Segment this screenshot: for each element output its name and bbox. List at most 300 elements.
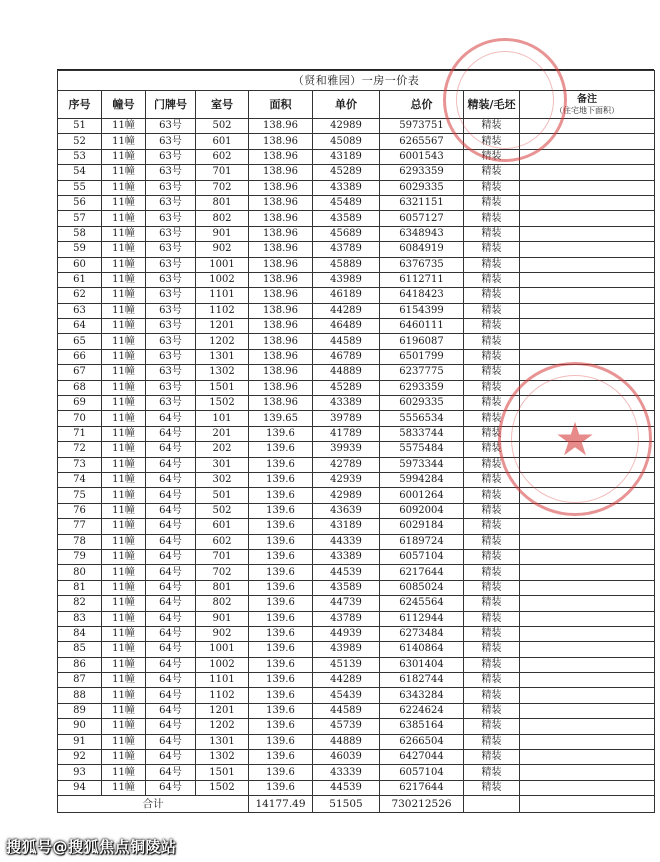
cell-door: 63号: [146, 195, 196, 210]
table-row: [58, 549, 655, 564]
cell-finish: 精装: [464, 580, 520, 595]
table-row: [58, 565, 655, 580]
cell-total-price: 6057104: [380, 765, 464, 780]
cell-note: [520, 242, 655, 257]
cell-area: 139.6: [249, 596, 313, 611]
table-row: [58, 349, 655, 364]
cell-building: 11幢: [102, 226, 146, 241]
cell-door: 63号: [146, 149, 196, 164]
cell-seq: 72: [58, 442, 102, 457]
cell-seq: 64: [58, 319, 102, 334]
cell-unit-price: 42989: [313, 119, 380, 134]
cell-area: 138.96: [249, 334, 313, 349]
cell-building: 11幢: [102, 426, 146, 441]
table-row: [58, 703, 655, 718]
cell-area: 138.96: [249, 195, 313, 210]
cell-room: 502: [196, 119, 249, 134]
cell-area: 138.96: [249, 272, 313, 287]
cell-door: 64号: [146, 519, 196, 534]
table-row: [58, 673, 655, 688]
cell-unit-price: 45739: [313, 719, 380, 734]
cell-unit-price: 43189: [313, 519, 380, 534]
cell-total-price: 6057127: [380, 211, 464, 226]
cell-total-price: 6348943: [380, 226, 464, 241]
cell-building: 11幢: [102, 626, 146, 641]
cell-seq: 77: [58, 519, 102, 534]
cell-building: 11幢: [102, 180, 146, 195]
cell-room: 902: [196, 626, 249, 641]
cell-total-price: 6029184: [380, 519, 464, 534]
cell-building: 11幢: [102, 703, 146, 718]
cell-area: 138.96: [249, 180, 313, 195]
cell-total-price: 5973751: [380, 119, 464, 134]
table-row: [58, 226, 655, 241]
cell-area: 139.6: [249, 626, 313, 641]
cell-area: 139.6: [249, 426, 313, 441]
table-row: [58, 626, 655, 641]
cell-door: 63号: [146, 165, 196, 180]
price-table: [57, 70, 655, 813]
cell-total-price: 6196087: [380, 334, 464, 349]
cell-unit-price: 39789: [313, 411, 380, 426]
cell-door: 63号: [146, 272, 196, 287]
table-row: [58, 519, 655, 534]
header-door: 门牌号: [146, 91, 196, 119]
cell-building: 11幢: [102, 780, 146, 795]
total-unit-price: 51505: [313, 796, 380, 813]
cell-door: 64号: [146, 580, 196, 595]
cell-unit-price: 44739: [313, 596, 380, 611]
cell-finish: 精装: [464, 442, 520, 457]
cell-building: 11幢: [102, 319, 146, 334]
cell-note: [520, 457, 655, 472]
cell-room: 701: [196, 165, 249, 180]
cell-note: [520, 180, 655, 195]
cell-building: 11幢: [102, 765, 146, 780]
cell-total-price: 6266504: [380, 734, 464, 749]
cell-unit-price: 45139: [313, 657, 380, 672]
cell-total-price: 6301404: [380, 657, 464, 672]
cell-total-price: 6245564: [380, 596, 464, 611]
cell-area: 139.6: [249, 688, 313, 703]
cell-finish: 精装: [464, 765, 520, 780]
cell-note: [520, 257, 655, 272]
cell-seq: 76: [58, 503, 102, 518]
cell-seq: 75: [58, 488, 102, 503]
cell-seq: 71: [58, 426, 102, 441]
cell-door: 63号: [146, 303, 196, 318]
table-row: [58, 334, 655, 349]
table-row: [58, 380, 655, 395]
cell-note: [520, 626, 655, 641]
total-label: 合计: [58, 796, 249, 813]
cell-area: 138.96: [249, 380, 313, 395]
cell-note: [520, 380, 655, 395]
cell-finish: 精装: [464, 657, 520, 672]
cell-unit-price: 45689: [313, 226, 380, 241]
cell-seq: 68: [58, 380, 102, 395]
table-row: [58, 319, 655, 334]
cell-finish: 精装: [464, 288, 520, 303]
cell-total-price: 6273484: [380, 626, 464, 641]
cell-building: 11幢: [102, 673, 146, 688]
cell-building: 11幢: [102, 242, 146, 257]
cell-building: 11幢: [102, 750, 146, 765]
cell-building: 11幢: [102, 596, 146, 611]
table-row: [58, 488, 655, 503]
cell-room: 1302: [196, 750, 249, 765]
cell-door: 64号: [146, 472, 196, 487]
cell-finish: 精装: [464, 396, 520, 411]
cell-room: 1301: [196, 349, 249, 364]
cell-unit-price: 46489: [313, 319, 380, 334]
cell-note: [520, 488, 655, 503]
cell-room: 1002: [196, 657, 249, 672]
header-note: [520, 91, 655, 119]
cell-seq: 66: [58, 349, 102, 364]
cell-seq: 73: [58, 457, 102, 472]
cell-unit-price: 45289: [313, 165, 380, 180]
cell-room: 602: [196, 149, 249, 164]
cell-door: 64号: [146, 673, 196, 688]
cell-room: 702: [196, 180, 249, 195]
cell-seq: 57: [58, 211, 102, 226]
cell-finish: 精装: [464, 195, 520, 210]
cell-area: 138.96: [249, 119, 313, 134]
total-area: 14177.49: [249, 796, 313, 813]
cell-note: [520, 657, 655, 672]
cell-area: 139.6: [249, 719, 313, 734]
table-row: [58, 688, 655, 703]
table-row: [58, 195, 655, 210]
cell-finish: 精装: [464, 734, 520, 749]
cell-building: 11幢: [102, 365, 146, 380]
table-row: [58, 288, 655, 303]
header-area: 面积: [249, 91, 313, 119]
cell-seq: 79: [58, 549, 102, 564]
cell-seq: 63: [58, 303, 102, 318]
cell-area: 139.6: [249, 750, 313, 765]
cell-door: 64号: [146, 596, 196, 611]
cell-total-price: 6427044: [380, 750, 464, 765]
cell-door: 63号: [146, 180, 196, 195]
table-row: [58, 472, 655, 487]
cell-total-price: 6217644: [380, 565, 464, 580]
cell-note: [520, 565, 655, 580]
cell-unit-price: 43339: [313, 765, 380, 780]
cell-building: 11幢: [102, 519, 146, 534]
cell-room: 801: [196, 580, 249, 595]
cell-room: 1102: [196, 688, 249, 703]
cell-room: 302: [196, 472, 249, 487]
cell-area: 139.6: [249, 519, 313, 534]
cell-door: 64号: [146, 719, 196, 734]
cell-door: 64号: [146, 750, 196, 765]
cell-finish: 精装: [464, 534, 520, 549]
cell-building: 11幢: [102, 349, 146, 364]
cell-building: 11幢: [102, 565, 146, 580]
cell-note: [520, 365, 655, 380]
cell-area: 139.6: [249, 503, 313, 518]
cell-seq: 83: [58, 611, 102, 626]
cell-unit-price: 43589: [313, 211, 380, 226]
cell-room: 1101: [196, 288, 249, 303]
cell-building: 11幢: [102, 303, 146, 318]
cell-total-price: 6343284: [380, 688, 464, 703]
cell-room: 1302: [196, 365, 249, 380]
cell-unit-price: 44289: [313, 303, 380, 318]
cell-unit-price: 46189: [313, 288, 380, 303]
cell-seq: 84: [58, 626, 102, 641]
cell-door: 63号: [146, 349, 196, 364]
cell-room: 701: [196, 549, 249, 564]
table-row: [58, 534, 655, 549]
cell-building: 11幢: [102, 165, 146, 180]
cell-finish: 精装: [464, 503, 520, 518]
cell-building: 11幢: [102, 257, 146, 272]
cell-total-price: 6001543: [380, 149, 464, 164]
cell-building: 11幢: [102, 396, 146, 411]
cell-note: [520, 334, 655, 349]
cell-unit-price: 44289: [313, 673, 380, 688]
cell-room: 901: [196, 611, 249, 626]
table-row: [58, 119, 655, 134]
cell-door: 63号: [146, 380, 196, 395]
cell-finish: 精装: [464, 334, 520, 349]
cell-door: 63号: [146, 134, 196, 149]
cell-door: 64号: [146, 626, 196, 641]
cell-room: 1502: [196, 396, 249, 411]
cell-area: 139.6: [249, 534, 313, 549]
cell-note: [520, 396, 655, 411]
cell-seq: 54: [58, 165, 102, 180]
cell-door: 64号: [146, 442, 196, 457]
cell-area: 139.6: [249, 549, 313, 564]
cell-finish: 精装: [464, 626, 520, 641]
cell-building: 11幢: [102, 119, 146, 134]
table-header-row: [58, 91, 655, 119]
cell-note: [520, 411, 655, 426]
cell-total-price: 6321151: [380, 195, 464, 210]
cell-seq: 93: [58, 765, 102, 780]
cell-area: 138.96: [249, 349, 313, 364]
cell-note: [520, 226, 655, 241]
cell-total-price: 6085024: [380, 580, 464, 595]
cell-unit-price: 45289: [313, 380, 380, 395]
cell-total-price: 6265567: [380, 134, 464, 149]
cell-finish: 精装: [464, 472, 520, 487]
cell-room: 902: [196, 242, 249, 257]
cell-area: 138.96: [249, 242, 313, 257]
cell-unit-price: 43389: [313, 549, 380, 564]
cell-room: 101: [196, 411, 249, 426]
cell-total-price: 5575484: [380, 442, 464, 457]
cell-room: 1301: [196, 734, 249, 749]
cell-building: 11幢: [102, 580, 146, 595]
cell-total-price: 6057104: [380, 549, 464, 564]
cell-seq: 80: [58, 565, 102, 580]
cell-seq: 91: [58, 734, 102, 749]
cell-area: 139.6: [249, 580, 313, 595]
cell-door: 64号: [146, 657, 196, 672]
cell-total-price: 6376735: [380, 257, 464, 272]
table-row: [58, 134, 655, 149]
cell-seq: 82: [58, 596, 102, 611]
cell-area: 139.6: [249, 642, 313, 657]
cell-unit-price: 43389: [313, 396, 380, 411]
cell-door: 64号: [146, 534, 196, 549]
cell-seq: 81: [58, 580, 102, 595]
cell-room: 602: [196, 534, 249, 549]
cell-total-price: 6001264: [380, 488, 464, 503]
cell-building: 11幢: [102, 688, 146, 703]
cell-unit-price: 42939: [313, 472, 380, 487]
cell-building: 11幢: [102, 134, 146, 149]
cell-door: 64号: [146, 611, 196, 626]
table-row: [58, 457, 655, 472]
cell-unit-price: 44539: [313, 565, 380, 580]
cell-note: [520, 519, 655, 534]
cell-building: 11幢: [102, 211, 146, 226]
cell-total-price: 6029335: [380, 396, 464, 411]
cell-door: 64号: [146, 688, 196, 703]
cell-unit-price: 43789: [313, 611, 380, 626]
cell-seq: 62: [58, 288, 102, 303]
table-title: （贤和雅园）一房一价表: [58, 71, 655, 91]
cell-room: 1001: [196, 257, 249, 272]
cell-finish: 精装: [464, 134, 520, 149]
cell-note: [520, 149, 655, 164]
table-row: [58, 765, 655, 780]
cell-room: 1202: [196, 719, 249, 734]
cell-note: [520, 195, 655, 210]
cell-area: 138.96: [249, 226, 313, 241]
cell-unit-price: 45089: [313, 134, 380, 149]
cell-finish: 精装: [464, 149, 520, 164]
cell-door: 64号: [146, 703, 196, 718]
table-row: [58, 596, 655, 611]
cell-total-price: 6237775: [380, 365, 464, 380]
cell-finish: 精装: [464, 780, 520, 795]
cell-area: 139.65: [249, 411, 313, 426]
cell-total-price: 6029335: [380, 180, 464, 195]
cell-room: 201: [196, 426, 249, 441]
cell-area: 139.6: [249, 457, 313, 472]
cell-seq: 60: [58, 257, 102, 272]
cell-unit-price: 43589: [313, 580, 380, 595]
cell-area: 139.6: [249, 734, 313, 749]
table-row: [58, 149, 655, 164]
cell-room: 501: [196, 488, 249, 503]
cell-seq: 74: [58, 472, 102, 487]
cell-seq: 90: [58, 719, 102, 734]
cell-area: 138.96: [249, 211, 313, 226]
cell-seq: 59: [58, 242, 102, 257]
table-total-row: [58, 796, 655, 813]
cell-room: 1201: [196, 319, 249, 334]
cell-total-price: 6112711: [380, 272, 464, 287]
cell-total-price: 6084919: [380, 242, 464, 257]
cell-total-price: 6217644: [380, 780, 464, 795]
cell-total-price: 6182744: [380, 673, 464, 688]
cell-finish: 精装: [464, 349, 520, 364]
cell-unit-price: 42789: [313, 457, 380, 472]
cell-door: 63号: [146, 319, 196, 334]
cell-finish: 精装: [464, 242, 520, 257]
cell-seq: 69: [58, 396, 102, 411]
cell-unit-price: 42989: [313, 488, 380, 503]
cell-note: [520, 349, 655, 364]
cell-note: [520, 472, 655, 487]
cell-total-price: 6154399: [380, 303, 464, 318]
cell-door: 63号: [146, 288, 196, 303]
cell-building: 11幢: [102, 549, 146, 564]
cell-room: 1201: [196, 703, 249, 718]
table-row: [58, 180, 655, 195]
cell-note: [520, 442, 655, 457]
cell-finish: 精装: [464, 211, 520, 226]
cell-building: 11幢: [102, 611, 146, 626]
cell-area: 139.6: [249, 673, 313, 688]
cell-area: 138.96: [249, 149, 313, 164]
cell-building: 11幢: [102, 457, 146, 472]
cell-note: [520, 288, 655, 303]
cell-unit-price: 45489: [313, 195, 380, 210]
cell-note: [520, 303, 655, 318]
cell-finish: 精装: [464, 673, 520, 688]
price-table-sheet: [57, 70, 654, 813]
cell-finish: 精装: [464, 380, 520, 395]
cell-unit-price: 43989: [313, 272, 380, 287]
cell-seq: 89: [58, 703, 102, 718]
header-finish: 精装/毛坯: [464, 91, 520, 119]
cell-note: [520, 596, 655, 611]
cell-unit-price: 45889: [313, 257, 380, 272]
cell-room: 801: [196, 195, 249, 210]
cell-area: 139.6: [249, 780, 313, 795]
cell-unit-price: 44589: [313, 334, 380, 349]
header-building: 幢号: [102, 91, 146, 119]
cell-room: 601: [196, 134, 249, 149]
cell-unit-price: 45439: [313, 688, 380, 703]
table-row: [58, 780, 655, 795]
cell-unit-price: 43389: [313, 180, 380, 195]
table-row: [58, 580, 655, 595]
cell-room: 1202: [196, 334, 249, 349]
table-row: [58, 211, 655, 226]
cell-building: 11幢: [102, 734, 146, 749]
cell-seq: 58: [58, 226, 102, 241]
cell-room: 1501: [196, 380, 249, 395]
cell-area: 139.6: [249, 611, 313, 626]
cell-note: [520, 119, 655, 134]
cell-finish: 精装: [464, 703, 520, 718]
cell-door: 63号: [146, 119, 196, 134]
cell-room: 802: [196, 211, 249, 226]
cell-unit-price: 46039: [313, 750, 380, 765]
cell-seq: 92: [58, 750, 102, 765]
cell-finish: 精装: [464, 272, 520, 287]
cell-finish: 精装: [464, 426, 520, 441]
cell-total-price: 6293359: [380, 380, 464, 395]
cell-door: 63号: [146, 365, 196, 380]
cell-building: 11幢: [102, 272, 146, 287]
cell-room: 202: [196, 442, 249, 457]
table-row: [58, 611, 655, 626]
cell-note: [520, 272, 655, 287]
cell-room: 802: [196, 596, 249, 611]
cell-finish: 精装: [464, 750, 520, 765]
